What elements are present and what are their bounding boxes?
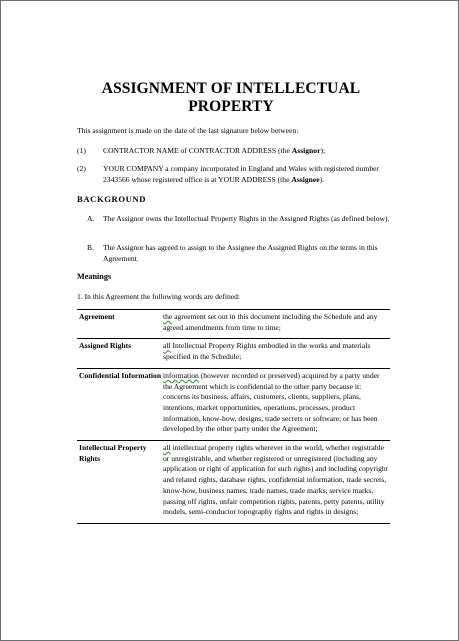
recital-a: [87, 214, 397, 225]
definition-term: Agreement: [79, 312, 115, 321]
definitions-table: [77, 309, 390, 524]
intro-paragraph: This assignment is made on the date of the last signature below between:: [77, 126, 299, 135]
definition-text: [163, 312, 390, 333]
definition-text: [163, 371, 390, 435]
party-number: (1): [77, 146, 86, 155]
definition-text: [163, 341, 390, 362]
definition-term: Assigned Rights: [79, 341, 132, 351]
recital-text: The Assignor owns the Intellectual Property Rights in the Assigned Rights (as defined below).: [103, 214, 390, 223]
definition-body: intellectual property rights wherever in the world, whether registrable or unregistrable, and whether registered or unregistered (including any application or right of application for such rights) and including copyright and related rights, database rights, confidential information, trade secrets, know-how, business names, trade names, trade marks, service marks, passing off rights, unfair competition rights, patents, petty patents, utility models, semi-conductor topography rights and rights in designs;: [163, 443, 388, 517]
recital-letter: A.: [87, 214, 95, 223]
recital-b: [87, 243, 397, 264]
party-text: CONTRACTOR NAME of CONTRACTOR ADDRESS (the Assignor);: [103, 146, 326, 155]
definition-row: [77, 309, 390, 338]
recital-letter: B.: [87, 243, 94, 252]
definition-row: [77, 440, 390, 524]
definition-body: (however recorded or preserved) acquired by a party under the Agreement which is confidential to the other party because it: concerns its business, affairs, customers, clients, suppliers, plans, intentions, market opportunities, operations, processes, product information, know-how, designs, trade secrets or software; or has been developed by the other party under the Agreement;: [163, 370, 380, 434]
definition-term: Intellectual Property Rights: [79, 443, 147, 463]
definition-body: Intellectual Property Rights embodied in the works and materials specified in the Schedule;: [163, 341, 371, 362]
definition-first-word: all: [163, 443, 171, 453]
party-assignor: [77, 146, 397, 157]
definition-first-word: information: [163, 370, 199, 380]
background-heading: BACKGROUND: [77, 194, 147, 204]
clause-1: 1. In this Agreement the following words are defined:: [77, 292, 241, 301]
definition-first-word: the: [163, 312, 173, 321]
party-assignee: [77, 164, 397, 185]
definition-first-word: all: [163, 341, 171, 351]
definition-row: [77, 368, 390, 440]
definition-text: [163, 443, 390, 518]
recital-text: The Assignor has agreed to assign to the Assignee the Assigned Rights on the terms in this Agreement.: [103, 243, 378, 263]
definition-body: agreement set out in this document including the Schedule and any agreed amendments from time to time;: [163, 312, 378, 332]
party-number: (2): [77, 164, 86, 173]
meanings-heading: Meanings: [77, 272, 112, 281]
document-title: ASSIGNMENT OF INTELLECTUAL PROPERTY: [101, 80, 361, 115]
definition-row: [77, 338, 390, 367]
party-text: YOUR COMPANY a company incorporated in England and Wales with registered number 2343566 whose registered office is at YOUR ADDRESS (the Assignee).: [103, 164, 380, 184]
definition-term: Confidential Information: [79, 370, 162, 380]
